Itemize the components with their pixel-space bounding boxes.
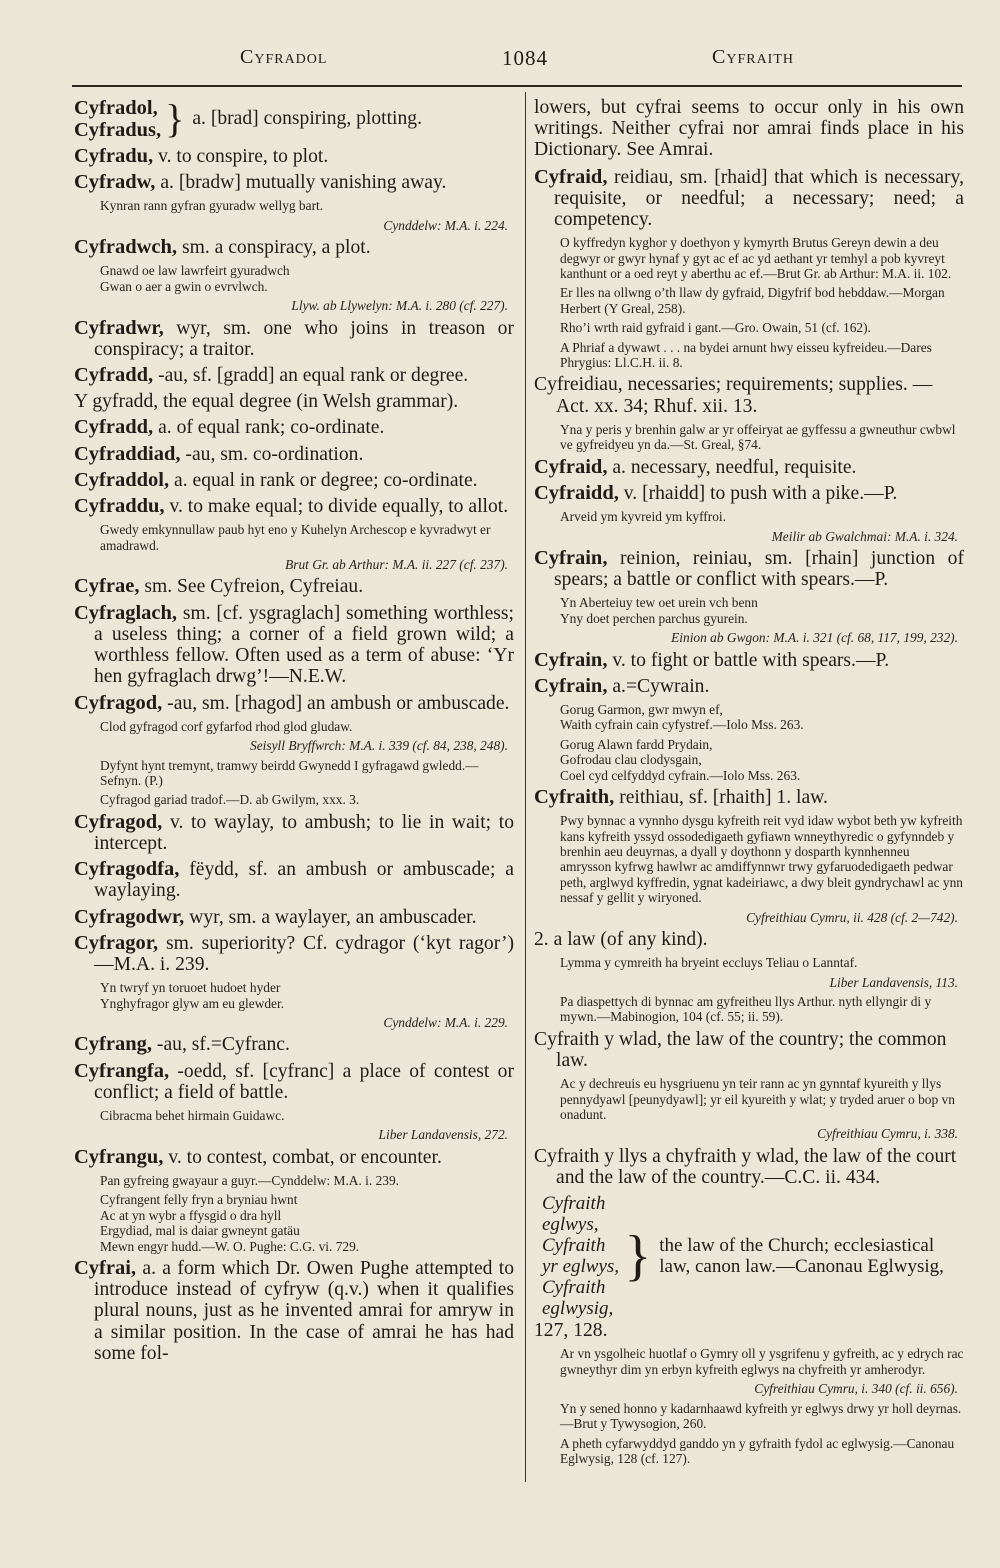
- brace: }: [624, 1225, 652, 1288]
- headword: Cyfrangu,: [74, 1145, 164, 1168]
- entry-cyfraddu: [74, 496, 514, 517]
- headword: Cyfrae,: [74, 575, 140, 598]
- entry-cyfradol: [74, 97, 514, 141]
- entry-cyfragodfa: [74, 859, 514, 901]
- definition: reithiau, sf. [rhaith] 1. law.: [619, 786, 828, 808]
- brace-headword: Cyfraith eglwysig,: [542, 1277, 614, 1320]
- right-column: [534, 97, 964, 1470]
- citation-source: Cynddelw: M.A. i. 229.: [383, 1014, 508, 1030]
- definition: -au, sm. co-ordination.: [185, 443, 364, 465]
- definition: a.=Cywrain.: [612, 675, 710, 697]
- brace-definition: the law of the Church; ecclesiastical law, canon law.—Canonau Eglwysig,: [659, 1235, 944, 1278]
- citation: Dyfynt hynt tremynt, tramwy beirdd Gwynedd I gyfragawd gwledd.—Sefnyn. (P.): [100, 757, 479, 788]
- entry-cyfraith: [534, 787, 964, 808]
- definition: v. [rhaidd] to push with a pike.—P.: [623, 482, 898, 504]
- entry-cyfraid-adj: [534, 457, 964, 478]
- definition: a. [brad] conspiring, plotting.: [192, 108, 422, 130]
- sub-sense: Y gyfradd, the equal degree (in Welsh grammar).: [74, 391, 459, 413]
- citation: Ac y dechreuis eu hysgriuenu yn teir rann ac yn gynntaf kyureith y llys pennydyawl [peunydyawl]; yr eil kyureith y wlat; y tryded aruer o bop vn onadunt.: [560, 1076, 955, 1123]
- sub-sense: Cyfraith y llys a chyfraith y wlad, the law of the court and the law of the country.—C.C. ii. 434.: [534, 1145, 957, 1189]
- entry-headwords: [74, 97, 161, 141]
- citation: Arveid ym kyvreid ym kyffroi.: [560, 509, 726, 525]
- entry-cyfraid-noun: [534, 167, 964, 231]
- definition: reidiau, sm. [rhaid] that which is necessary, requisite, or needful; a necessary; need; a competency.: [554, 166, 964, 231]
- continued-text: lowers, but cyfrai seems to occur only in his own writings. Neither cyfrai nor amrai finds place in his Dictionary. See Amrai.: [534, 97, 964, 161]
- citation-line: Mewn engyr hudd.—W. O. Pughe: C.G. vi. 729.: [100, 1238, 360, 1254]
- sub-sense-tail: 127, 128.: [534, 1320, 608, 1342]
- definition: a. a form which Dr. Owen Pughe attempted to introduce instead of cyfryw (q.v.) when it qualifies plural nouns, just as he invented amrai for amryw in a similar position. In the case of amrai he has had some fol-: [94, 1258, 514, 1364]
- entry-cyfrang: [74, 1034, 514, 1055]
- entry-cyfraddol: [74, 470, 514, 491]
- citation: Cibracma behet hirmain Guidawc.: [100, 1107, 285, 1123]
- entry-cyfrangu: [74, 1147, 514, 1168]
- citation-line: Ac at yn wybr a ffysgid o dra hyll: [100, 1207, 282, 1223]
- citation: Yn y sened honno y kadarnhaawd kyfreith yr eglwys drwy yr holl deyrnas.—Brut y Tywysogion, 260.: [560, 1400, 962, 1432]
- citation-line: Coel cyd celfyddyd cyfrain.—Iolo Mss. 263.: [560, 767, 801, 783]
- headword: Cyfradol,: [74, 97, 158, 119]
- definition: a. [bradw] mutually vanishing away.: [160, 172, 447, 194]
- citation-line: Ergydiad, mal is daiar gwneynt gatäu: [100, 1223, 300, 1239]
- brace-headwords: [542, 1193, 620, 1319]
- header-rule: [72, 85, 962, 87]
- citation-source: Cyfreithiau Cymru, i. 338.: [817, 1126, 958, 1142]
- headword: Cyfragodwr,: [74, 905, 185, 928]
- citation-source: Llyw. ab Llywelyn: M.A. i. 280 (cf. 227).: [291, 298, 508, 314]
- entry-cyfradd-noun: [74, 365, 514, 386]
- citation: Yna y peris y brenhin galw ar yr offeiryat ae gyffessu a gwneuthur cwbwl ve gyfreidyeu yn da.—St. Greal, §74.: [560, 421, 956, 453]
- headword: Cyfragod,: [74, 691, 163, 714]
- headword: Cyfrai,: [74, 1257, 137, 1280]
- headword: Cyfragodfa,: [74, 858, 180, 881]
- headword: Cyfraidd,: [534, 481, 619, 504]
- entry-cyfradwr: [74, 318, 514, 360]
- left-column: [74, 97, 514, 1369]
- headword: Cyfrain,: [534, 674, 608, 697]
- page-number: 1084: [502, 46, 548, 70]
- headword: Cyfrain,: [534, 546, 608, 569]
- entry-cyfrain-verb: [534, 650, 964, 671]
- brace-headword: Cyfraith eglwys,: [542, 1193, 606, 1236]
- citation: Clod gyfragod corf gyfarfod rhod glod gludaw.: [100, 718, 353, 734]
- citation: A Phriaf a dywawt . . . na bydei arnunt hwy eisseu kyfreideu.—Dares Phrygius: Ll.C.H. ii. 8.: [560, 339, 932, 371]
- definition: v. to make equal; to divide equally, to allot.: [169, 496, 509, 518]
- citation: Lymma y cymreith ha bryeint eccluys Teliau o Lanntaf.: [560, 955, 858, 971]
- citation-source: Meilir ab Gwalchmai: M.A. i. 324.: [771, 528, 958, 544]
- definition: wyr, sm. a waylayer, an ambuscader.: [189, 906, 477, 928]
- citation-source: Liber Landavensis, 113.: [829, 974, 958, 990]
- headword: Cyfragod,: [74, 810, 163, 833]
- brace-headword: Cyfraith yr eglwys,: [542, 1235, 620, 1278]
- headword: Cyfradw,: [74, 171, 156, 194]
- headword: Cyfradu,: [74, 145, 154, 167]
- citation: A pheth cyfarwyddyd ganddo yn y gyfraith fydol ac eglwysig.—Canonau Eglwysig, 128 (cf. 127).: [560, 1435, 955, 1466]
- header-left-guideword: Cyfradol: [240, 46, 328, 68]
- definition: -au, sf. [gradd] an equal rank or degree.: [158, 365, 469, 387]
- header-right-guideword: Cyfraith: [712, 46, 795, 68]
- citation: O kyffredyn kyghor y doethyon y kymyrth Brutus Gereyn dewin a deu degwyr or gwyr hynaf y gyt ac ef ac yd aethant yr temhyl a pob kyvreyt kanthunt or a oed reyt y aberthu ac ef.—Brut Gr. ab Arthur: M.A. ii. 102.: [560, 235, 952, 282]
- citation: [74, 1192, 514, 1254]
- entry-cyfraidd: [534, 483, 964, 504]
- definition: sm. See Cyfreion, Cyfreiau.: [144, 576, 364, 598]
- definition: sm. a conspiracy, a plot.: [181, 237, 371, 259]
- citation: [534, 702, 964, 733]
- headword: Cyfraddol,: [74, 468, 170, 491]
- entry-cyfragor: [74, 933, 514, 975]
- entry-cyfraglach: [74, 603, 514, 688]
- headword: Cyfradd,: [74, 416, 154, 439]
- brace: }: [165, 96, 185, 141]
- definition: v. to contest, combat, or encounter.: [168, 1146, 442, 1168]
- definition: sm. superiority? Cf. cydragor (‘kyt ragor’)—M.A. i. 239.: [94, 932, 514, 975]
- citation-line: Yn twryf yn toruoet hudoet hyder: [100, 980, 281, 996]
- headword: Cyfraid,: [534, 455, 608, 478]
- headword: Cyfraid,: [534, 165, 608, 188]
- citation-source: Einion ab Gwgon: M.A. i. 321 (cf. 68, 117, 199, 232).: [671, 630, 958, 646]
- entry-cyfraddiad: [74, 444, 514, 465]
- citation-line: Ynghyfragor glyw am eu glewder.: [100, 995, 285, 1011]
- headword: Cyfraglach,: [74, 601, 178, 624]
- citation: Kynran rann gyfran gyuradw wellyg bart.: [100, 198, 324, 214]
- definition: -au, sm. [rhagod] an ambush or ambuscade.: [167, 692, 510, 714]
- citation-line: Yn Aberteiuy tew oet urein vch benn: [560, 595, 758, 611]
- citation: [534, 737, 964, 783]
- citation-line: Gorug Alawn fardd Prydain,: [560, 736, 713, 752]
- definition: fëydd, sf. an ambush or ambuscade; a waylaying.: [94, 859, 515, 902]
- citation: Ar vn ysgolheic huotlaf o Gymry oll y ysgrifenu y gyfreith, ac y edrych rac gwneythyr dim yn erbyn kyfreith eglwys na chyfreith yr amherodyr.: [560, 1346, 964, 1377]
- citation-line: Gorug Garmon, gwr mwyn ef,: [560, 701, 723, 717]
- headword: Cyfraddiad,: [74, 442, 181, 465]
- definition: a. necessary, needful, requisite.: [612, 456, 857, 478]
- citation-line: Yny doet perchen parchus gyurein.: [560, 610, 748, 626]
- entry-cyfradu: [74, 146, 514, 167]
- entry-cyfragod-noun: [74, 693, 514, 714]
- citation: Er lles na ollwng o’th llaw dy gyfraid, Digyfrif bod hebddaw.—Morgan Herbert (Y Greal, 258).: [560, 285, 945, 316]
- headword: Cyfraddu,: [74, 495, 165, 518]
- definition: reinion, reiniau, sm. [rhain] junction of spears; a battle or conflict with spears.—P.: [554, 547, 964, 591]
- citation: [74, 980, 514, 1011]
- citation: Pan gyfreing gwayaur a guyr.—Cynddelw: M.A. i. 239.: [100, 1173, 400, 1188]
- citation-line: Gnawd oe law lawrfeirt gyuradwch: [100, 263, 290, 279]
- headword: Cyfradwch,: [74, 236, 178, 259]
- headword: Cyfrain,: [534, 648, 608, 671]
- citation-line: Cyfrangent felly fryn a bryniau hwnt: [100, 1192, 298, 1208]
- headword: Cyfrangfa,: [74, 1059, 170, 1082]
- entry-cyfradw: [74, 172, 514, 193]
- citation-source: Cynddelw: M.A. i. 224.: [383, 217, 508, 233]
- entry-cyfrai: [74, 1258, 514, 1364]
- sub-sense-brace: [542, 1193, 964, 1319]
- headword: Cyfragor,: [74, 931, 159, 954]
- headword: Cyfrang,: [74, 1033, 153, 1056]
- citation-source: Seisyll Bryffwrch: M.A. i. 339 (cf. 84, 238, 248).: [250, 738, 508, 754]
- citation: Cyfragod gariad tradof.—D. ab Gwilym, xxx. 3.: [100, 792, 360, 808]
- headword: Cyfradus,: [74, 119, 162, 141]
- definition: v. to conspire, to plot.: [158, 146, 329, 167]
- citation: [74, 263, 514, 294]
- sub-sense: Cyfraith y wlad, the law of the country; the common law.: [534, 1028, 947, 1072]
- citation: Pwy bynnac a vynnho dysgu kyfreith reit vyd idaw wybot beth yw kyfreith kans kyfreith yssyd ossodedigaeth gyfiawn wnneythyredic o gyfynndeb y brenhin aeu deuyrnas, a dyall y doythonn y dosparth kynnhenneu amrysson kyfrwg hawlwr ac amdiffynnwr trwy gyfaruodedigaeth pedwar peth, arglwyd kyffredin, ygnat kadeiriawc, a dwy bleit gyndrychawl ac ynn nessaf y gellit y wiryoned.: [560, 813, 963, 906]
- entry-cyfrangfa: [74, 1061, 514, 1103]
- definition: a. equal in rank or degree; co-ordinate.: [174, 469, 478, 491]
- definition: sm. [cf. ysgraglach] something worthless; a useless thing; a corner of a field grown wild; a worthless fellow. Often used as a term of abuse: ‘Yr hen gyfraglach drwg’!—N.E.W.: [94, 602, 514, 688]
- citation-line: Gofrodau clau clodysgain,: [560, 752, 702, 768]
- headword: Cyfraith,: [534, 785, 615, 808]
- citation-line: Gwan o aer a gwin o evrvlwch.: [100, 278, 268, 294]
- definition: -au, sf.=Cyfranc.: [156, 1034, 290, 1056]
- definition: v. to fight or battle with spears.—P.: [612, 649, 890, 671]
- citation: Pa diaspettych di bynnac am gyfreitheu llys Arthur. nyth ellyngir di y mywn.—Mabinogion, 104 (cf. 55; ii. 59).: [560, 994, 932, 1025]
- entry-cyfradwch: [74, 237, 514, 258]
- headword: Cyfradwr,: [74, 316, 164, 339]
- citation: Gwedy emkynnullaw paub hyt eno y Kuhelyn Archescop e kyvradwyt er amadrawd.: [100, 522, 491, 553]
- entry-cyfradd-adj: [74, 417, 514, 438]
- citation: [534, 595, 964, 626]
- citation-line: Waith cyfrain cain cyfystref.—Iolo Mss. 263.: [560, 717, 804, 733]
- citation-source: Cyfreithiau Cymru, i. 340 (cf. ii. 656).: [754, 1381, 958, 1397]
- citation-source: Liber Landavensis, 272.: [378, 1127, 508, 1143]
- headword: Cyfradd,: [74, 364, 154, 387]
- citation-source: Cyfreithiau Cymru, ii. 428 (cf. 2—742).: [746, 909, 958, 925]
- sub-sense: 2. a law (of any kind).: [534, 929, 708, 951]
- column-divider: [525, 92, 526, 1482]
- definition: a. of equal rank; co-ordinate.: [158, 417, 385, 439]
- citation-source: Brut Gr. ab Arthur: M.A. ii. 227 (cf. 237).: [285, 557, 508, 573]
- entry-cyfragodwr: [74, 907, 514, 928]
- entry-cyfrae: [74, 576, 514, 597]
- entry-cyfrain-noun: [534, 548, 964, 590]
- definition: -oedd, sf. [cyfranc] a place of contest or conflict; a field of battle.: [94, 1060, 514, 1103]
- entry-cyfrain-adj: [534, 676, 964, 697]
- citation: Rho’i wrth raid gyfraid i gant.—Gro. Owain, 51 (cf. 162).: [560, 320, 871, 336]
- definition: v. to waylay, to ambush; to lie in wait; to intercept.: [94, 811, 515, 854]
- definition: wyr, sm. one who joins in treason or conspiracy; a traitor.: [94, 317, 514, 360]
- sub-sense: Cyfreidiau, necessaries; requirements; supplies. —Act. xx. 34; Rhuf. xii. 13.: [534, 374, 933, 417]
- entry-cyfragod-verb: [74, 812, 514, 854]
- running-head: [72, 46, 962, 76]
